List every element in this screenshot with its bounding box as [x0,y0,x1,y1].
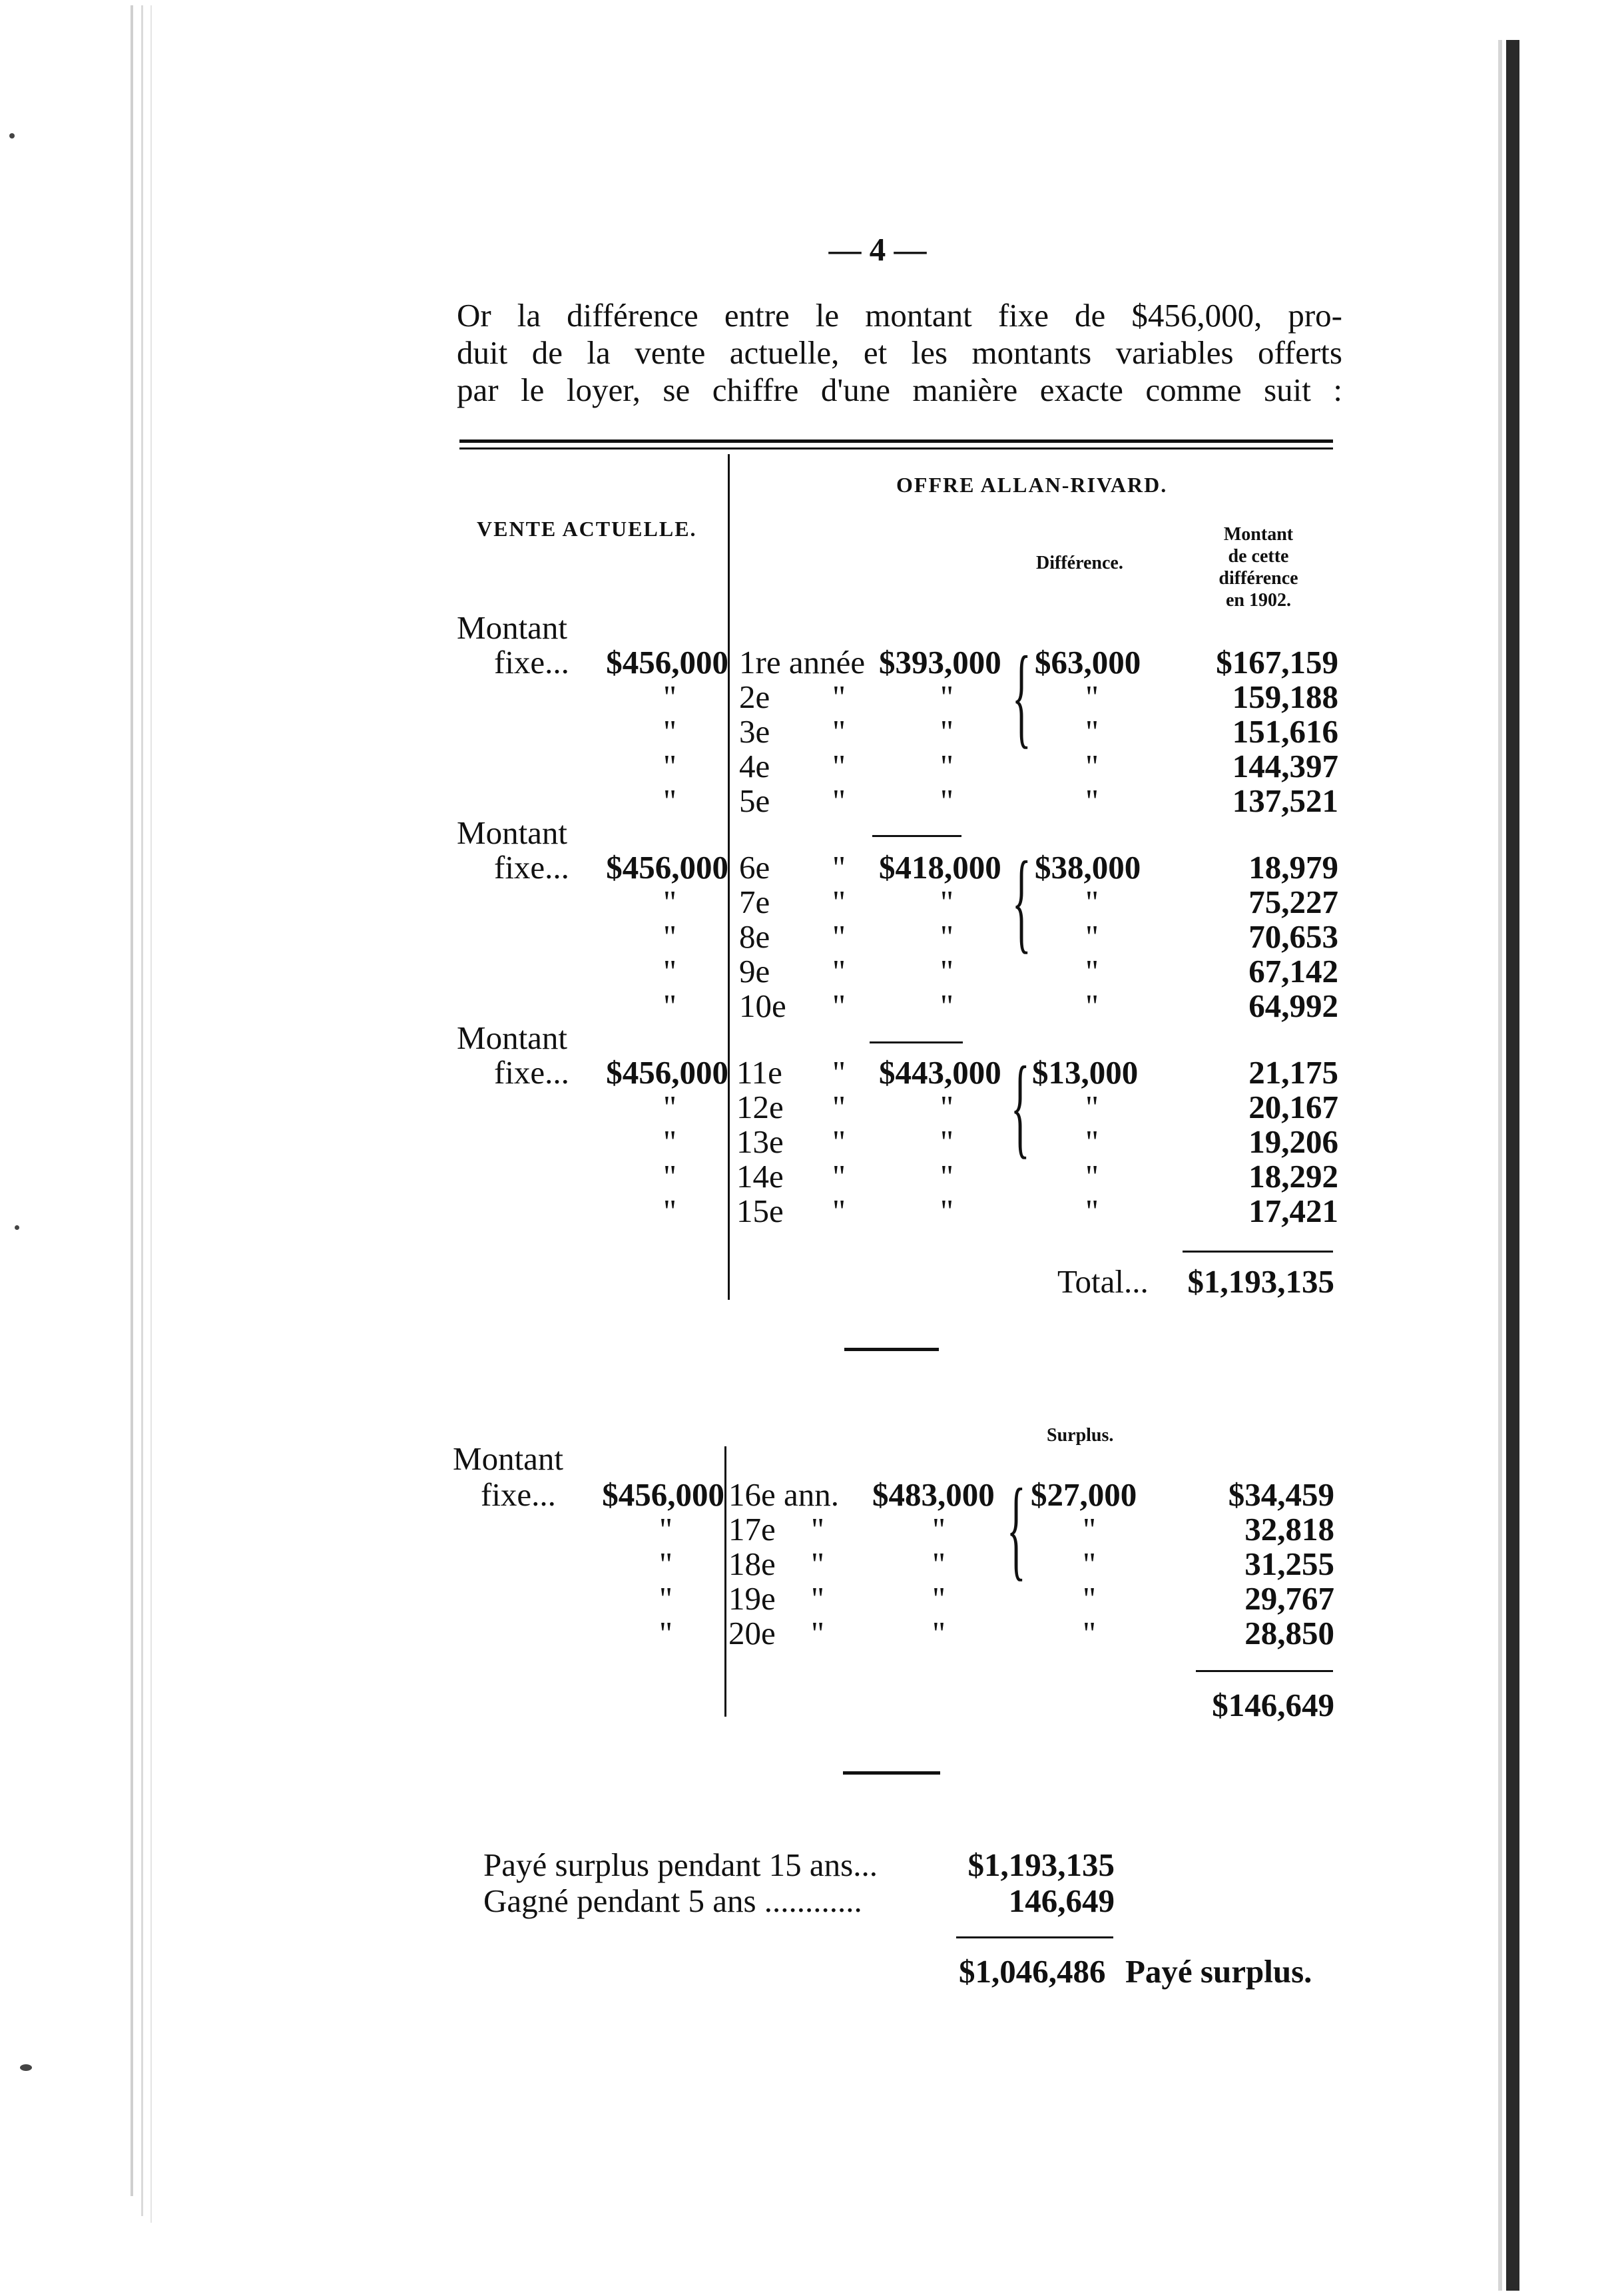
ditto: " [663,713,677,750]
total-rule [1183,1251,1333,1253]
amount: 18,292 [1248,1158,1338,1195]
ditto: " [663,1089,677,1125]
ditto: " [932,1580,946,1617]
offer-amount: $393,000 [879,644,1001,681]
ditto: " [811,1546,825,1582]
summary-paid-label: Payé surplus pendant 15 ans... [483,1847,878,1883]
page-edge-left [131,5,133,2196]
ditto: " [663,748,677,784]
amount: 151,616 [1232,713,1338,750]
year-label: 6e [739,849,770,886]
year-label: 3e [739,713,770,750]
surplus-amount: $27,000 [1031,1476,1137,1513]
header-line: de cette [1228,546,1289,567]
ditto: " [1085,748,1099,784]
group-label: Montant [457,1019,568,1056]
difference-amount: $38,000 [1035,849,1141,886]
group-label: Montant [453,1440,564,1477]
ditto: " [1083,1580,1097,1617]
offer-amount: $443,000 [879,1054,1001,1091]
header-line: différence [1218,568,1298,589]
fixed-amount: $456,000 [606,849,728,886]
ditto: " [940,953,954,990]
amount: 17,421 [1248,1193,1338,1229]
amount: $167,159 [1216,644,1338,681]
page-edge-right [1498,40,1502,2291]
ditto: " [811,1580,825,1617]
scan-speck [15,1225,19,1230]
ditto: " [1085,884,1099,920]
ditto: " [832,713,846,750]
subgroup-rule [870,1041,963,1043]
year-label: 8e [739,918,770,955]
amount: 18,979 [1248,849,1338,886]
brace: { [1007,1466,1026,1591]
ditto: " [811,1615,825,1651]
ditto: " [663,1193,677,1229]
fixed-amount: $456,000 [606,1054,728,1091]
ditto: " [663,1158,677,1195]
ditto: " [940,918,954,955]
ditto: " [832,782,846,819]
year-label: 1re année [739,644,866,681]
year-label: 20e [728,1615,776,1651]
year-label: 7e [739,884,770,920]
year-label: 10e [739,988,786,1024]
total-label: Total... [1057,1263,1149,1300]
subgroup-rule [872,835,961,837]
ditto: " [932,1546,946,1582]
ditto: " [1085,1123,1099,1160]
brace: { [1012,633,1031,758]
ditto: " [1085,988,1099,1024]
header-difference: Différence. [1036,553,1123,573]
amount: 144,397 [1232,748,1338,784]
ditto: " [663,782,677,819]
year-label: 5e [739,782,770,819]
year-label: 9e [739,953,770,990]
year-label: 17e [728,1511,776,1548]
summary-paid-value: $1,193,135 [967,1847,1115,1883]
ditto: " [832,988,846,1024]
ditto: " [1085,953,1099,990]
ditto: " [940,782,954,819]
difference-amount: $13,000 [1032,1054,1139,1091]
ditto: " [663,953,677,990]
offer-amount: $483,000 [872,1476,995,1513]
amount: 32,818 [1244,1511,1334,1548]
ditto: " [940,1123,954,1160]
page-shadow-right [1506,40,1519,2291]
amount: 31,255 [1244,1546,1334,1582]
page-edge-left [150,5,152,2223]
ditto: " [832,1193,846,1229]
intro-line: par le loyer, se chiffre d'une manière exacte comme suit : [457,372,1342,408]
ditto: " [932,1615,946,1651]
ditto: " [932,1511,946,1548]
amount: 67,142 [1248,953,1338,990]
ditto: " [832,1054,846,1091]
year-label: 16e ann. [728,1476,839,1513]
amount: 19,206 [1248,1123,1338,1160]
ditto: " [832,918,846,955]
amount: 159,188 [1232,679,1338,715]
ditto: " [663,988,677,1024]
intro-line: duit de la vente actuelle, et les montants variables offerts [457,334,1342,371]
amount: $34,459 [1228,1476,1334,1513]
summary-final-value: $1,046,486 [959,1953,1106,1990]
ditto: " [1083,1615,1097,1651]
page-edge-left [141,5,143,2216]
year-label: 12e [736,1089,784,1125]
header-vente-actuelle: VENTE ACTUELLE. [477,517,697,541]
offer-amount: $418,000 [879,849,1001,886]
ditto: " [1085,1193,1099,1229]
ditto: " [940,679,954,715]
ditto: " [1085,918,1099,955]
ditto: " [832,1123,846,1160]
ditto: " [659,1580,673,1617]
fixed-amount: $456,000 [606,644,728,681]
fixed-amount: $456,000 [602,1476,724,1513]
header-line: Montant [1223,524,1294,545]
table-top-rule [459,439,1333,443]
ditto: " [1083,1546,1097,1582]
amount: 64,992 [1248,988,1338,1024]
group-label: fixe... [494,1054,569,1091]
year-label: 18e [728,1546,776,1582]
ditto: " [1085,1158,1099,1195]
amount: 28,850 [1244,1615,1334,1651]
summary-gained-label: Gagné pendant 5 ans ............ [483,1882,862,1919]
section-separator [843,1771,940,1775]
ditto: " [832,1158,846,1195]
ditto: " [940,988,954,1024]
ditto: " [659,1615,673,1651]
ditto: " [832,953,846,990]
year-label: 11e [736,1054,782,1091]
group-label: Montant [457,814,568,851]
ditto: " [1083,1511,1097,1548]
group-label: fixe... [494,849,569,886]
ditto: " [832,884,846,920]
group-label: fixe... [481,1476,556,1513]
scan-speck [20,2064,32,2071]
amount: 137,521 [1232,782,1338,819]
year-label: 2e [739,679,770,715]
scan-speck [9,133,15,139]
summary-final-label: Payé surplus. [1125,1953,1312,1990]
header-montant-difference [1212,523,1305,611]
header-offre: OFFRE ALLAN-RIVARD. [896,473,1168,497]
amount: 70,653 [1248,918,1338,955]
ditto: " [832,1089,846,1125]
section-separator [844,1348,939,1351]
brace: { [1011,1043,1030,1169]
ditto: " [832,679,846,715]
group-label: fixe... [494,644,569,681]
ditto: " [940,1158,954,1195]
table-top-rule [459,447,1333,449]
amount: 21,175 [1248,1054,1338,1091]
amount: 20,167 [1248,1089,1338,1125]
year-label: 13e [736,1123,784,1160]
year-label: 14e [736,1158,784,1195]
ditto: " [663,884,677,920]
intro-paragraph [457,297,1342,409]
ditto: " [1085,713,1099,750]
ditto: " [940,713,954,750]
subtotal-rule [1196,1670,1333,1672]
ditto: " [811,1511,825,1548]
year-label: 4e [739,748,770,784]
total-value: $1,193,135 [1187,1263,1334,1300]
ditto: " [1085,1089,1099,1125]
amount: 29,767 [1244,1580,1334,1617]
ditto: " [940,1089,954,1125]
year-label: 15e [736,1193,784,1229]
summary-gained-value: 146,649 [1008,1882,1115,1919]
surplus-total: $146,649 [1212,1687,1334,1723]
ditto: " [940,884,954,920]
ditto: " [1085,679,1099,715]
ditto: " [940,748,954,784]
summary-rule [956,1936,1113,1938]
ditto: " [659,1546,673,1582]
difference-amount: $63,000 [1035,644,1141,681]
ditto: " [1085,782,1099,819]
column-divider [724,1446,726,1717]
ditto: " [832,849,846,886]
year-label: 19e [728,1580,776,1617]
ditto: " [663,918,677,955]
ditto: " [940,1193,954,1229]
header-surplus: Surplus. [1047,1425,1114,1446]
ditto: " [659,1511,673,1548]
ditto: " [832,748,846,784]
brace: { [1012,838,1031,964]
amount: 75,227 [1248,884,1338,920]
intro-line: Or la différence entre le montant fixe de $456,000, pro- [457,297,1342,334]
ditto: " [663,1123,677,1160]
ditto: " [663,679,677,715]
group-label: Montant [457,609,568,646]
header-line: en 1902. [1226,590,1291,611]
page-number: — 4 — [828,231,927,268]
